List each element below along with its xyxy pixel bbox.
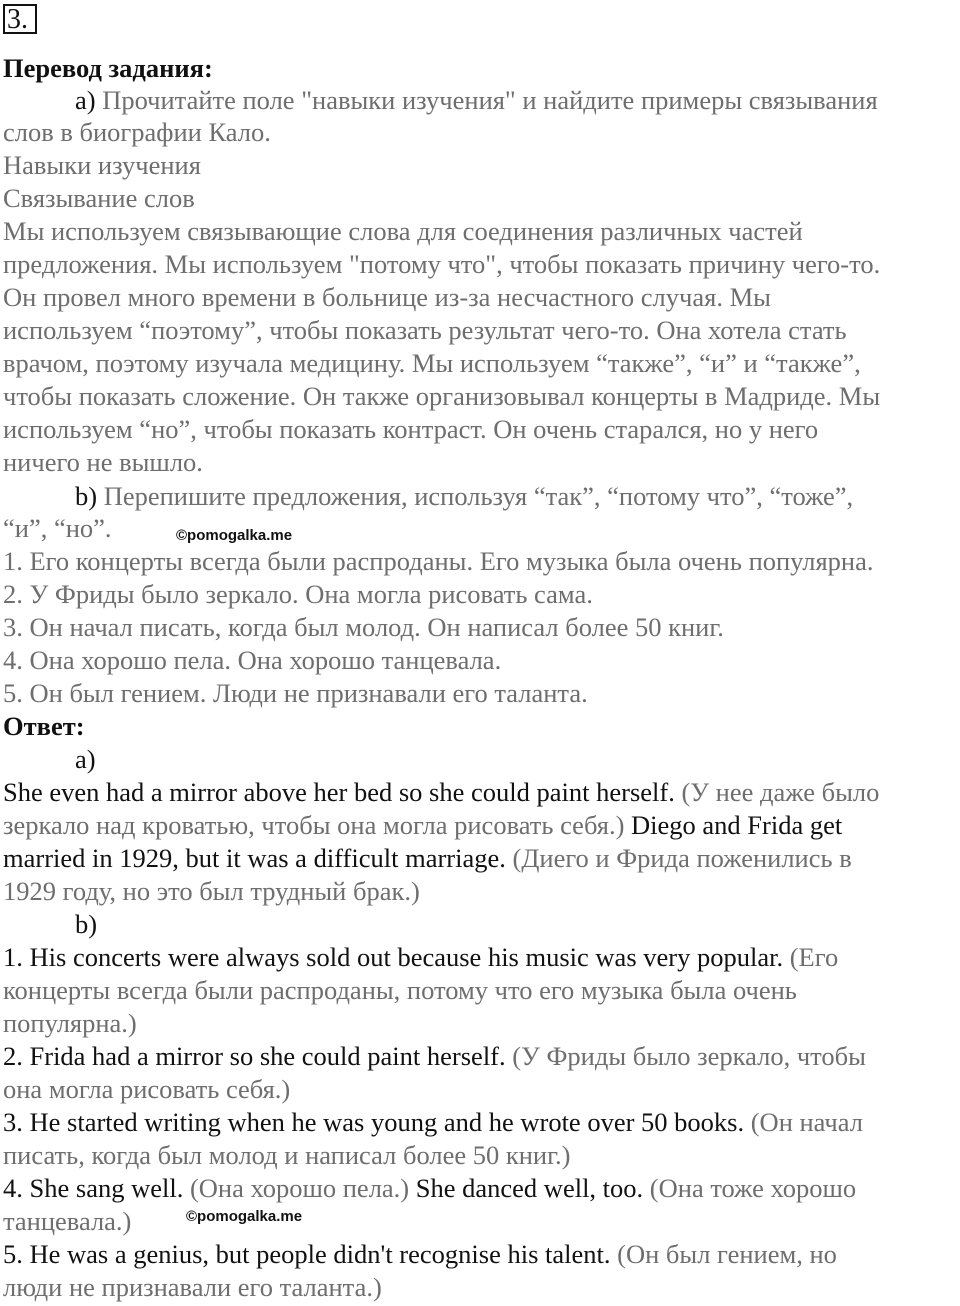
answer-b-russian: люди не признавали его таланта.) xyxy=(3,1272,382,1302)
answer-b-russian: (Его xyxy=(789,942,839,972)
answer-b-russian: (Он был гением, но xyxy=(617,1239,837,1269)
translation-b-marker: b) xyxy=(75,481,98,511)
answer-b-russian: концерты всегда были распроданы, потому что его музыка была очень xyxy=(3,975,797,1005)
translation-item: 4. Она хорошо пела. Она хорошо танцевала. xyxy=(3,645,502,675)
translation-item: 1. Его концерты всегда были распроданы. Его музыка была очень популярна. xyxy=(3,546,874,576)
answer-b-russian: танцевала.) xyxy=(3,1206,132,1236)
answer-a-russian: (У нее даже было xyxy=(681,777,880,807)
translation-item: 5. Он был гением. Люди не признавали его таланта. xyxy=(3,678,588,708)
answer-b-russian: популярна.) xyxy=(3,1008,137,1038)
translation-paragraph-line: ничего не вышло. xyxy=(3,447,203,477)
answer-b-marker: b) xyxy=(75,909,98,939)
answer-b-russian: (Она хорошо пела.) xyxy=(189,1173,410,1203)
translation-paragraph-line: используем “но”, чтобы показать контраст. Он очень старался, но у него xyxy=(3,414,819,444)
task-number-box: 3. xyxy=(3,4,37,34)
watermark-text: ©pomogalka.me xyxy=(176,527,293,544)
answer-a-russian: (Диего и Фрида поженились в xyxy=(512,843,852,873)
answer-a-russian: зеркало над кроватью, чтобы она могла рисовать себя.) xyxy=(3,810,625,840)
translation-item: 2. У Фриды было зеркало. Она могла рисовать сама. xyxy=(3,579,593,609)
answer-a-line xyxy=(3,776,879,808)
translation-a-line xyxy=(75,84,878,116)
translation-a-text: Прочитайте поле "навыки изучения" и найдите примеры связывания xyxy=(102,85,878,115)
translation-paragraph-line: используем “поэтому”, чтобы показать результат чего-то. Она хотела стать xyxy=(3,315,847,345)
study-skills-title: Навыки изучения xyxy=(3,150,201,180)
translation-paragraph-line: Мы используем связывающие слова для соединения различных частей xyxy=(3,216,803,246)
answer-b-english: 3. He started writing when he was young and he wrote over 50 books. xyxy=(3,1107,745,1137)
answer-a-marker: а) xyxy=(75,744,96,774)
translation-paragraph-line: чтобы показать сложение. Он также организовывал концерты в Мадриде. Мы xyxy=(3,381,881,411)
answer-a-russian: 1929 году, но это был трудный брак.) xyxy=(3,876,420,906)
answer-b-russian: (Он начал xyxy=(750,1107,863,1137)
answer-a-english: married in 1929, but it was a difficult marriage. xyxy=(3,843,506,873)
translation-paragraph-line: предложения. Мы используем "потому что", чтобы показать причину чего-то. xyxy=(3,249,881,279)
answer-b-item xyxy=(3,1106,863,1138)
translation-a-marker: а) xyxy=(75,85,96,115)
translation-a-text2: слов в биографии Кало. xyxy=(3,117,271,147)
translation-paragraph-line: врачом, поэтому изучала медицину. Мы используем “также”, “и” и “также”, xyxy=(3,348,861,378)
answer-b-english: 4. She sang well. xyxy=(3,1173,184,1203)
translation-item: 3. Он начал писать, когда был молод. Он написал более 50 книг. xyxy=(3,612,724,642)
answer-b-russian: она могла рисовать себя.) xyxy=(3,1074,291,1104)
answer-b-english: 5. He was a genius, but people didn't recognise his talent. xyxy=(3,1239,611,1269)
answer-a-line xyxy=(3,809,842,841)
translation-b-line xyxy=(75,480,853,512)
answer-b-item xyxy=(3,941,838,973)
answer-heading: Ответ: xyxy=(3,711,85,741)
translation-heading: Перевод задания: xyxy=(3,53,213,83)
answer-b-russian: (У Фриды было зеркало, чтобы xyxy=(512,1041,866,1071)
answer-b-russian: (Она тоже хорошо xyxy=(649,1173,857,1203)
translation-b-text: Перепишите предложения, используя “так”, “потому что”, “тоже”, xyxy=(103,481,854,511)
watermark-text: ©pomogalka.me xyxy=(186,1208,303,1225)
translation-b-text2: “и”, “но”. xyxy=(3,513,112,543)
translation-paragraph-line: Он провел много времени в больнице из-за несчастного случая. Мы xyxy=(3,282,771,312)
answer-b-item xyxy=(3,1172,856,1204)
answer-b-russian: писать, когда был молод и написал более 50 книг.) xyxy=(3,1140,571,1170)
linking-words-title: Связывание слов xyxy=(3,183,195,213)
answer-b-english: 2. Frida had a mirror so she could paint herself. xyxy=(3,1041,506,1071)
answer-a-english: She even had a mirror above her bed so she could paint herself. xyxy=(3,777,675,807)
answer-b-item xyxy=(3,1040,866,1072)
answer-a-line xyxy=(3,842,852,874)
answer-b-english: She danced well, too. xyxy=(415,1173,644,1203)
answer-b-item xyxy=(3,1238,837,1270)
answer-b-english: 1. His concerts were always sold out because his music was very popular. xyxy=(3,942,784,972)
answer-a-english: Diego and Frida get xyxy=(631,810,843,840)
